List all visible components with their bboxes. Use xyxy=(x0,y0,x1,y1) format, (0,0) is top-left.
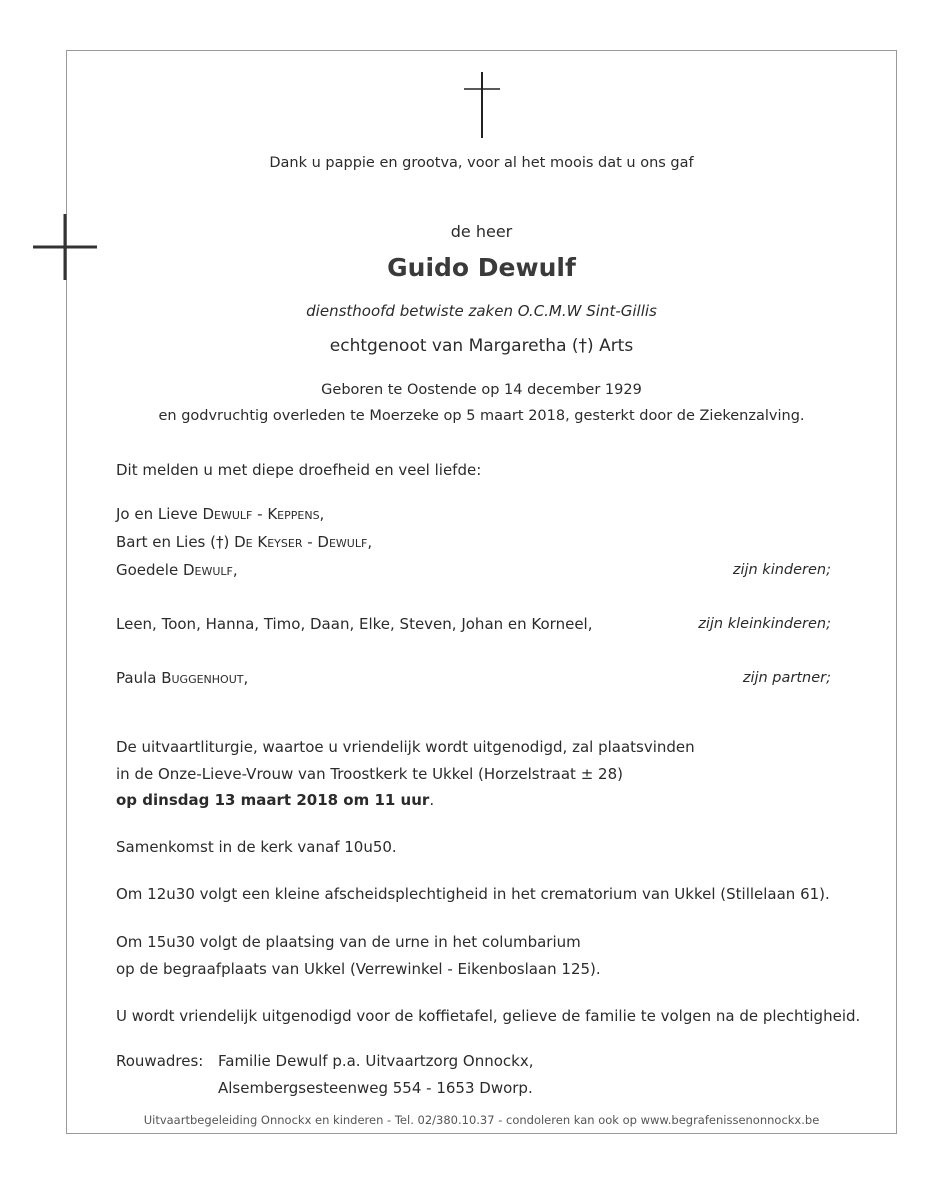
cremation: Om 12u30 volgt een kleine afscheidsplechtigheid in het crematorium van Ukkel (Stillelaan 61). xyxy=(116,885,830,903)
liturgy-line-1: De uitvaartliturgie, waartoe u vriendelijk wordt uitgenodigd, zal plaatsvinden xyxy=(116,738,695,756)
function: diensthoofd betwiste zaken O.C.M.W Sint-Gillis xyxy=(306,302,657,320)
address-line-2: Alsembergsesteenweg 554 - 1653 Dworp. xyxy=(218,1079,533,1097)
gathering: Samenkomst in de kerk vanaf 10u50. xyxy=(116,838,397,856)
liturgy-line-3: op dinsdag 13 maart 2018 om 11 uur. xyxy=(116,791,435,809)
title: de heer xyxy=(450,222,513,241)
partner-role: zijn partner; xyxy=(742,670,831,686)
address-label: Rouwadres: xyxy=(116,1052,204,1070)
partner: Paula Buggenhout, xyxy=(116,669,249,687)
deceased-name: Guido Dewulf xyxy=(387,253,576,282)
child-line: Bart en Lies (†) De Keyser - Dewulf, xyxy=(116,533,373,551)
footer: Uitvaartbegeleiding Onnockx en kinderen - Tel. 02/380.10.37 - condoleren kan ook op www.begrafenissenonnockx.be xyxy=(143,1113,820,1127)
grandchildren: Leen, Toon, Hanna, Timo, Daan, Elke, Steven, Johan en Korneel, xyxy=(116,615,593,633)
child-line: Goedele Dewulf, xyxy=(116,561,238,579)
grandchildren-role: zijn kleinkinderen; xyxy=(698,616,831,632)
spouse: echtgenoot van Margaretha (†) Arts xyxy=(329,336,634,356)
children-role: zijn kinderen; xyxy=(732,562,831,578)
address-line-1: Familie Dewulf p.a. Uitvaartzorg Onnockx, xyxy=(218,1052,534,1070)
liturgy-line-2: in de Onze-Lieve-Vrouw van Troostkerk te Ukkel (Horzelstraat ± 28) xyxy=(116,765,623,783)
birth: Geboren te Oostende op 14 december 1929 xyxy=(321,382,642,398)
dedication: Dank u pappie en grootva, voor al het moois dat u ons gaf xyxy=(269,155,694,171)
coffee: U wordt vriendelijk uitgenodigd voor de koffietafel, gelieve de familie te volgen na de plechtigheid. xyxy=(116,1007,861,1025)
announcement: Dit melden u met diepe droefheid en veel liefde: xyxy=(116,461,482,479)
cross-icon xyxy=(462,72,502,138)
urn-line-1: Om 15u30 volgt de plaatsing van de urne in het columbarium xyxy=(116,933,581,951)
child-line: Jo en Lieve Dewulf - Keppens, xyxy=(116,505,325,523)
death: en godvruchtig overleden te Moerzeke op 5 maart 2018, gesterkt door de Ziekenzalving. xyxy=(158,408,805,424)
urn-line-2: op de begraafplaats van Ukkel (Verrewinkel - Eikenboslaan 125). xyxy=(116,960,601,978)
